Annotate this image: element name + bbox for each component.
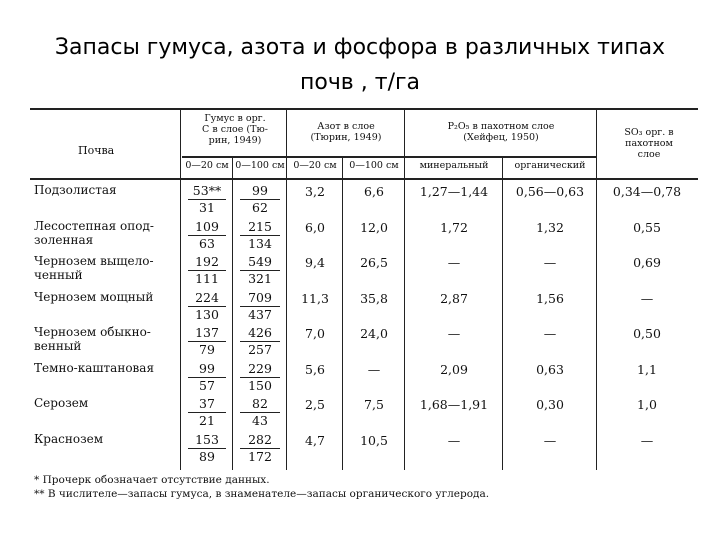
cell-n100: 12,0: [360, 219, 388, 235]
col-divider: [342, 156, 343, 470]
header-phosphorus-1: P₂O₅ в пахотном слое: [447, 121, 555, 132]
cell-c20: 130: [195, 306, 219, 322]
cell-pmin: —: [447, 432, 461, 448]
cell-c100: 321: [248, 271, 272, 286]
cell-c100: 257: [248, 342, 272, 357]
cell-c20: 31: [199, 200, 215, 215]
cell-c20: 21: [199, 413, 215, 428]
header-depth-humus-100: 0—100 см: [235, 160, 285, 171]
cell-porg: 0,63: [536, 361, 564, 377]
slide-title: [0, 30, 720, 100]
cell-porg: —: [543, 326, 557, 341]
cell-h20: 99: [199, 360, 215, 376]
cell-h20: 109: [195, 218, 219, 234]
cell-h100: 99: [252, 183, 268, 198]
header-so3-1: SO₃ орг. в: [624, 127, 674, 138]
header-phosphorus-2: (Хейфец, 1950): [463, 132, 539, 143]
title-line-1: Запасы гумуса, азота и фосфора в различных типах: [54, 35, 666, 60]
table-top-rule: [30, 108, 698, 110]
cell-c20: 89: [199, 448, 215, 464]
cell-h100: 549: [248, 254, 272, 269]
humus-nitrogen-phosphorus-table: [30, 108, 698, 470]
cell-pmin: 1,27—1,44: [419, 184, 489, 199]
cell-pmin: 1,72: [440, 219, 468, 235]
header-nitrogen-1: Азот в слое: [317, 121, 375, 132]
header-humus-3: рин, 1949): [208, 135, 262, 146]
cell-h20: 153: [195, 431, 219, 447]
cell-h100: 82: [252, 396, 268, 411]
col-divider: [286, 108, 287, 470]
header-soil: Почва: [78, 144, 115, 157]
cell-h20: 53**: [192, 183, 222, 198]
col-divider: [404, 108, 405, 470]
header-depth-nitrogen-100: 0—100 см: [349, 160, 399, 171]
cell-porg: 0,30: [536, 397, 564, 412]
cell-h100: 229: [248, 360, 272, 376]
cell-h100: 709: [248, 289, 272, 305]
header-so3-2: пахотном: [625, 138, 673, 149]
cell-n20: 11,3: [301, 290, 329, 306]
cell-pmin: —: [447, 326, 461, 341]
cell-c100: 150: [248, 377, 272, 393]
cell-h100: 215: [248, 218, 272, 234]
cell-porg: —: [543, 432, 557, 448]
header-humus-2: С в слое (Тю-: [202, 124, 268, 135]
header-so3-3: слое: [637, 149, 661, 160]
cell-n100: 6,6: [364, 184, 384, 199]
cell-so3: 0,69: [633, 255, 661, 270]
cell-c20: 57: [199, 377, 215, 393]
footnote-2: ** В числителе—запасы гумуса, в знаменателе—запасы органического углерода.: [34, 488, 490, 500]
cell-pmin: —: [447, 255, 461, 270]
cell-n20: 4,7: [305, 432, 325, 448]
cell-h20: 224: [195, 289, 219, 305]
cell-n20: 7,0: [305, 326, 325, 341]
footnote-1: * Прочерк обозначает отсутствие данных.: [34, 474, 270, 486]
cell-c100: 134: [248, 235, 272, 251]
col-divider: [502, 156, 503, 470]
cell-so3: —: [640, 290, 654, 306]
header-nitrogen-2: (Тюрин, 1949): [310, 132, 382, 143]
soil-name-continued: ченный: [34, 268, 83, 282]
cell-n100: 10,5: [360, 432, 388, 448]
soil-name: Серозем: [34, 396, 89, 410]
col-divider: [232, 156, 233, 470]
header-humus-1: Гумус в орг.: [204, 113, 266, 124]
cell-n100: 7,5: [364, 397, 384, 412]
title-line-2: почв , т/га: [299, 70, 421, 95]
cell-pmin: 2,87: [440, 290, 468, 306]
cell-porg: 1,56: [536, 290, 564, 306]
col-divider: [180, 108, 181, 470]
header-depth-nitrogen-20: 0—20 см: [293, 160, 337, 171]
cell-n100: 26,5: [360, 255, 388, 270]
cell-so3: 1,1: [637, 361, 657, 377]
header-mineral: минеральный: [419, 160, 489, 171]
cell-porg: —: [543, 255, 557, 270]
cell-c100: 437: [248, 306, 272, 322]
cell-so3: —: [640, 432, 654, 448]
cell-c20: 63: [199, 235, 215, 251]
cell-c100: 62: [252, 200, 268, 215]
cell-n20: 5,6: [305, 361, 325, 377]
cell-h100: 426: [248, 325, 272, 340]
cell-n20: 2,5: [305, 397, 325, 412]
header-depth-humus-20: 0—20 см: [185, 160, 229, 171]
soil-name: Краснозем: [34, 431, 104, 446]
cell-so3: 1,0: [637, 397, 657, 412]
cell-c100: 172: [248, 448, 272, 464]
cell-so3: 0,34—0,78: [612, 184, 682, 199]
soil-name: Подзолистая: [34, 183, 117, 197]
cell-h20: 137: [195, 325, 219, 340]
soil-name: Чернозем обыкно-: [34, 325, 151, 339]
cell-h20: 37: [199, 396, 215, 411]
cell-pmin: 1,68—1,91: [419, 397, 489, 412]
header-organic: органический: [514, 160, 586, 171]
cell-h100: 282: [248, 431, 272, 447]
soil-name: Чернозем мощный: [34, 289, 154, 304]
cell-c20: 111: [195, 271, 219, 286]
depth-header-rule: [182, 156, 596, 158]
cell-n100: 35,8: [360, 290, 388, 306]
cell-n20: 6,0: [305, 219, 325, 235]
cell-so3: 0,50: [633, 326, 661, 341]
soil-name-continued: золенная: [34, 232, 94, 247]
cell-c20: 79: [199, 342, 215, 357]
cell-porg: 0,56—0,63: [515, 184, 585, 199]
cell-pmin: 2,09: [440, 361, 468, 377]
soil-name: Чернозем выщело-: [34, 254, 154, 268]
cell-porg: 1,32: [536, 219, 564, 235]
soil-name: Лесостепная опод-: [34, 218, 154, 233]
col-divider: [596, 108, 597, 470]
cell-n100: —: [367, 361, 381, 377]
cell-n100: 24,0: [360, 326, 388, 341]
soil-name-continued: венный: [34, 339, 82, 353]
cell-n20: 9,4: [305, 255, 325, 270]
cell-n20: 3,2: [305, 184, 325, 199]
cell-so3: 0,55: [633, 219, 661, 235]
header-bottom-rule: [30, 178, 698, 180]
cell-h20: 192: [195, 254, 219, 269]
cell-c100: 43: [252, 413, 268, 428]
soil-name: Темно-каштановая: [34, 360, 155, 375]
